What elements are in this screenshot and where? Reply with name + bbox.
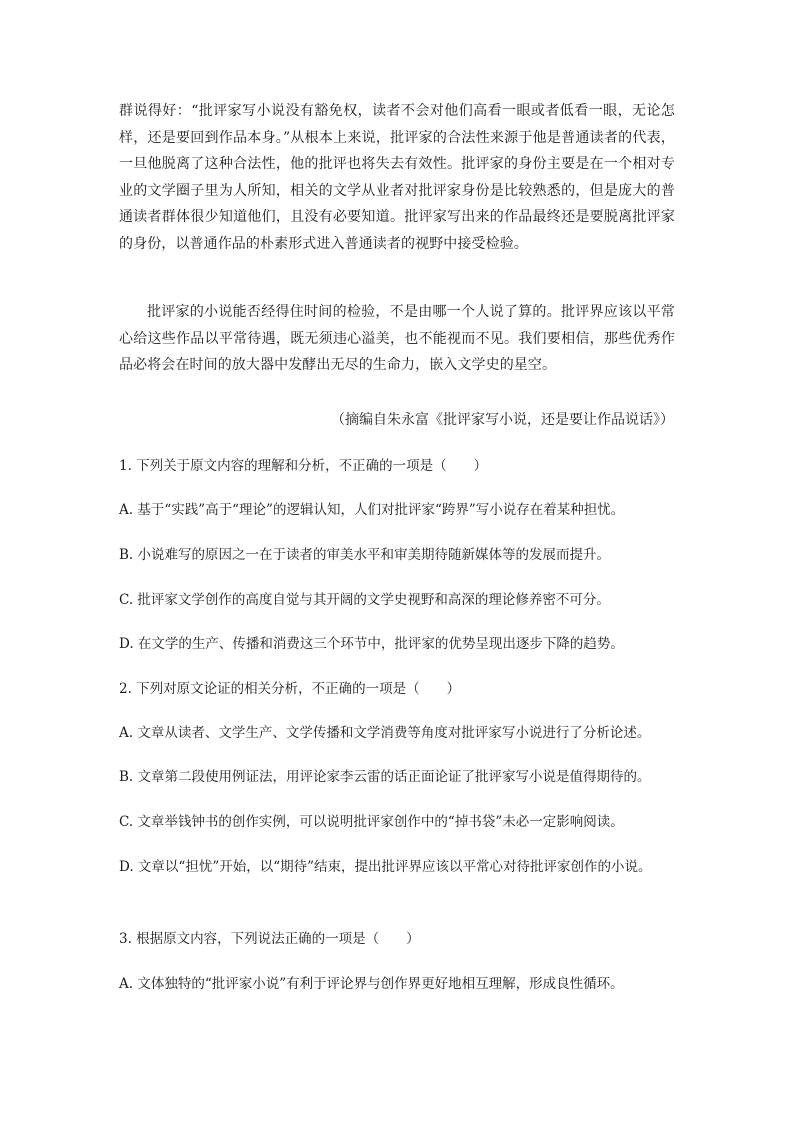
question-1-option-c: C. 批评家文学创作的高度自觉与其开阔的文学史视野和高深的理论修养密不可分。 <box>119 592 610 608</box>
question-1-option-a: A. 基于“实践”高于“理论”的逻辑认知，人们对批评家“跨界”写小说存在着某种担忧。 <box>119 502 625 518</box>
question-2-option-d: D. 文章以“担忧”开始，以“期待”结束，提出批评界应该以平常心对待批评家创作的小说。 <box>119 859 652 875</box>
question-1-option-d: D. 在文学的生产、传播和消费这三个环节中，批评家的优势呈现出逐步下降的趋势。 <box>119 636 624 652</box>
question-2-option-a: A. 文章从读者、文学生产、文学传播和文学消费等角度对批评家写小说进行了分析论述。 <box>119 725 651 741</box>
question-2-option-b: B. 文章第二段使用例证法，用评论家李云雷的话正面论证了批评家写小说是值得期待的。 <box>119 769 651 785</box>
question-1-stem: 1. 下列关于原文内容的理解和分析，不正确的一项是（ ） <box>119 458 488 474</box>
question-2-stem: 2. 下列对原文论证的相关分析，不正确的一项是（ ） <box>119 681 461 697</box>
passage-paragraph-2: 批评家的小说能否经得住时间的检验，不是由哪一个人说了算的。批评界应该以平常心给这些作品以平常待遇，既无须违心溢美，也不能视而不见。我们要相信，那些优秀作品必将会在时间的放大器中发酵出无尽的生命力，嵌入文学史的星空。 <box>119 304 675 373</box>
question-3-option-a: A. 文体独特的“批评家小说”有利于评论界与创作界更好地相互理解，形成良性循环。 <box>119 976 624 992</box>
question-1-option-b: B. 小说难写的原因之一在于读者的审美水平和审美期待随新媒体等的发展而提升。 <box>119 547 611 563</box>
passage-paragraph-1: 群说得好：“批评家写小说没有豁免权，读者不会对他们高看一眼或者低看一眼，无论怎样，还是要回到作品本身。”从根本上来说，批评家的合法性来源于他是普通读者的代表，一旦他脱离了这种合法性，他的批评也将失去有效性。批评家的身份主要是在一个相对专业的文学圈子里为人所知，相关的文学从业者对批评家身份是比较熟悉的，但是庞大的普通读者群体很少知道他们，且没有必要知道。批评家写出来的作品最终还是要脱离批评家的身份，以普通作品的朴素形式进入普通读者的视野中接受检验。 <box>119 103 675 252</box>
question-2-option-c: C. 文章举钱钟书的创作实例，可以说明批评家创作中的“掉书袋”未必一定影响阅读。 <box>119 814 624 830</box>
question-3-stem: 3. 根据原文内容，下列说法正确的一项是（ ） <box>119 931 420 947</box>
passage-source: （摘编自朱永富《批评家写小说，还是要让作品说话》） <box>331 412 674 428</box>
